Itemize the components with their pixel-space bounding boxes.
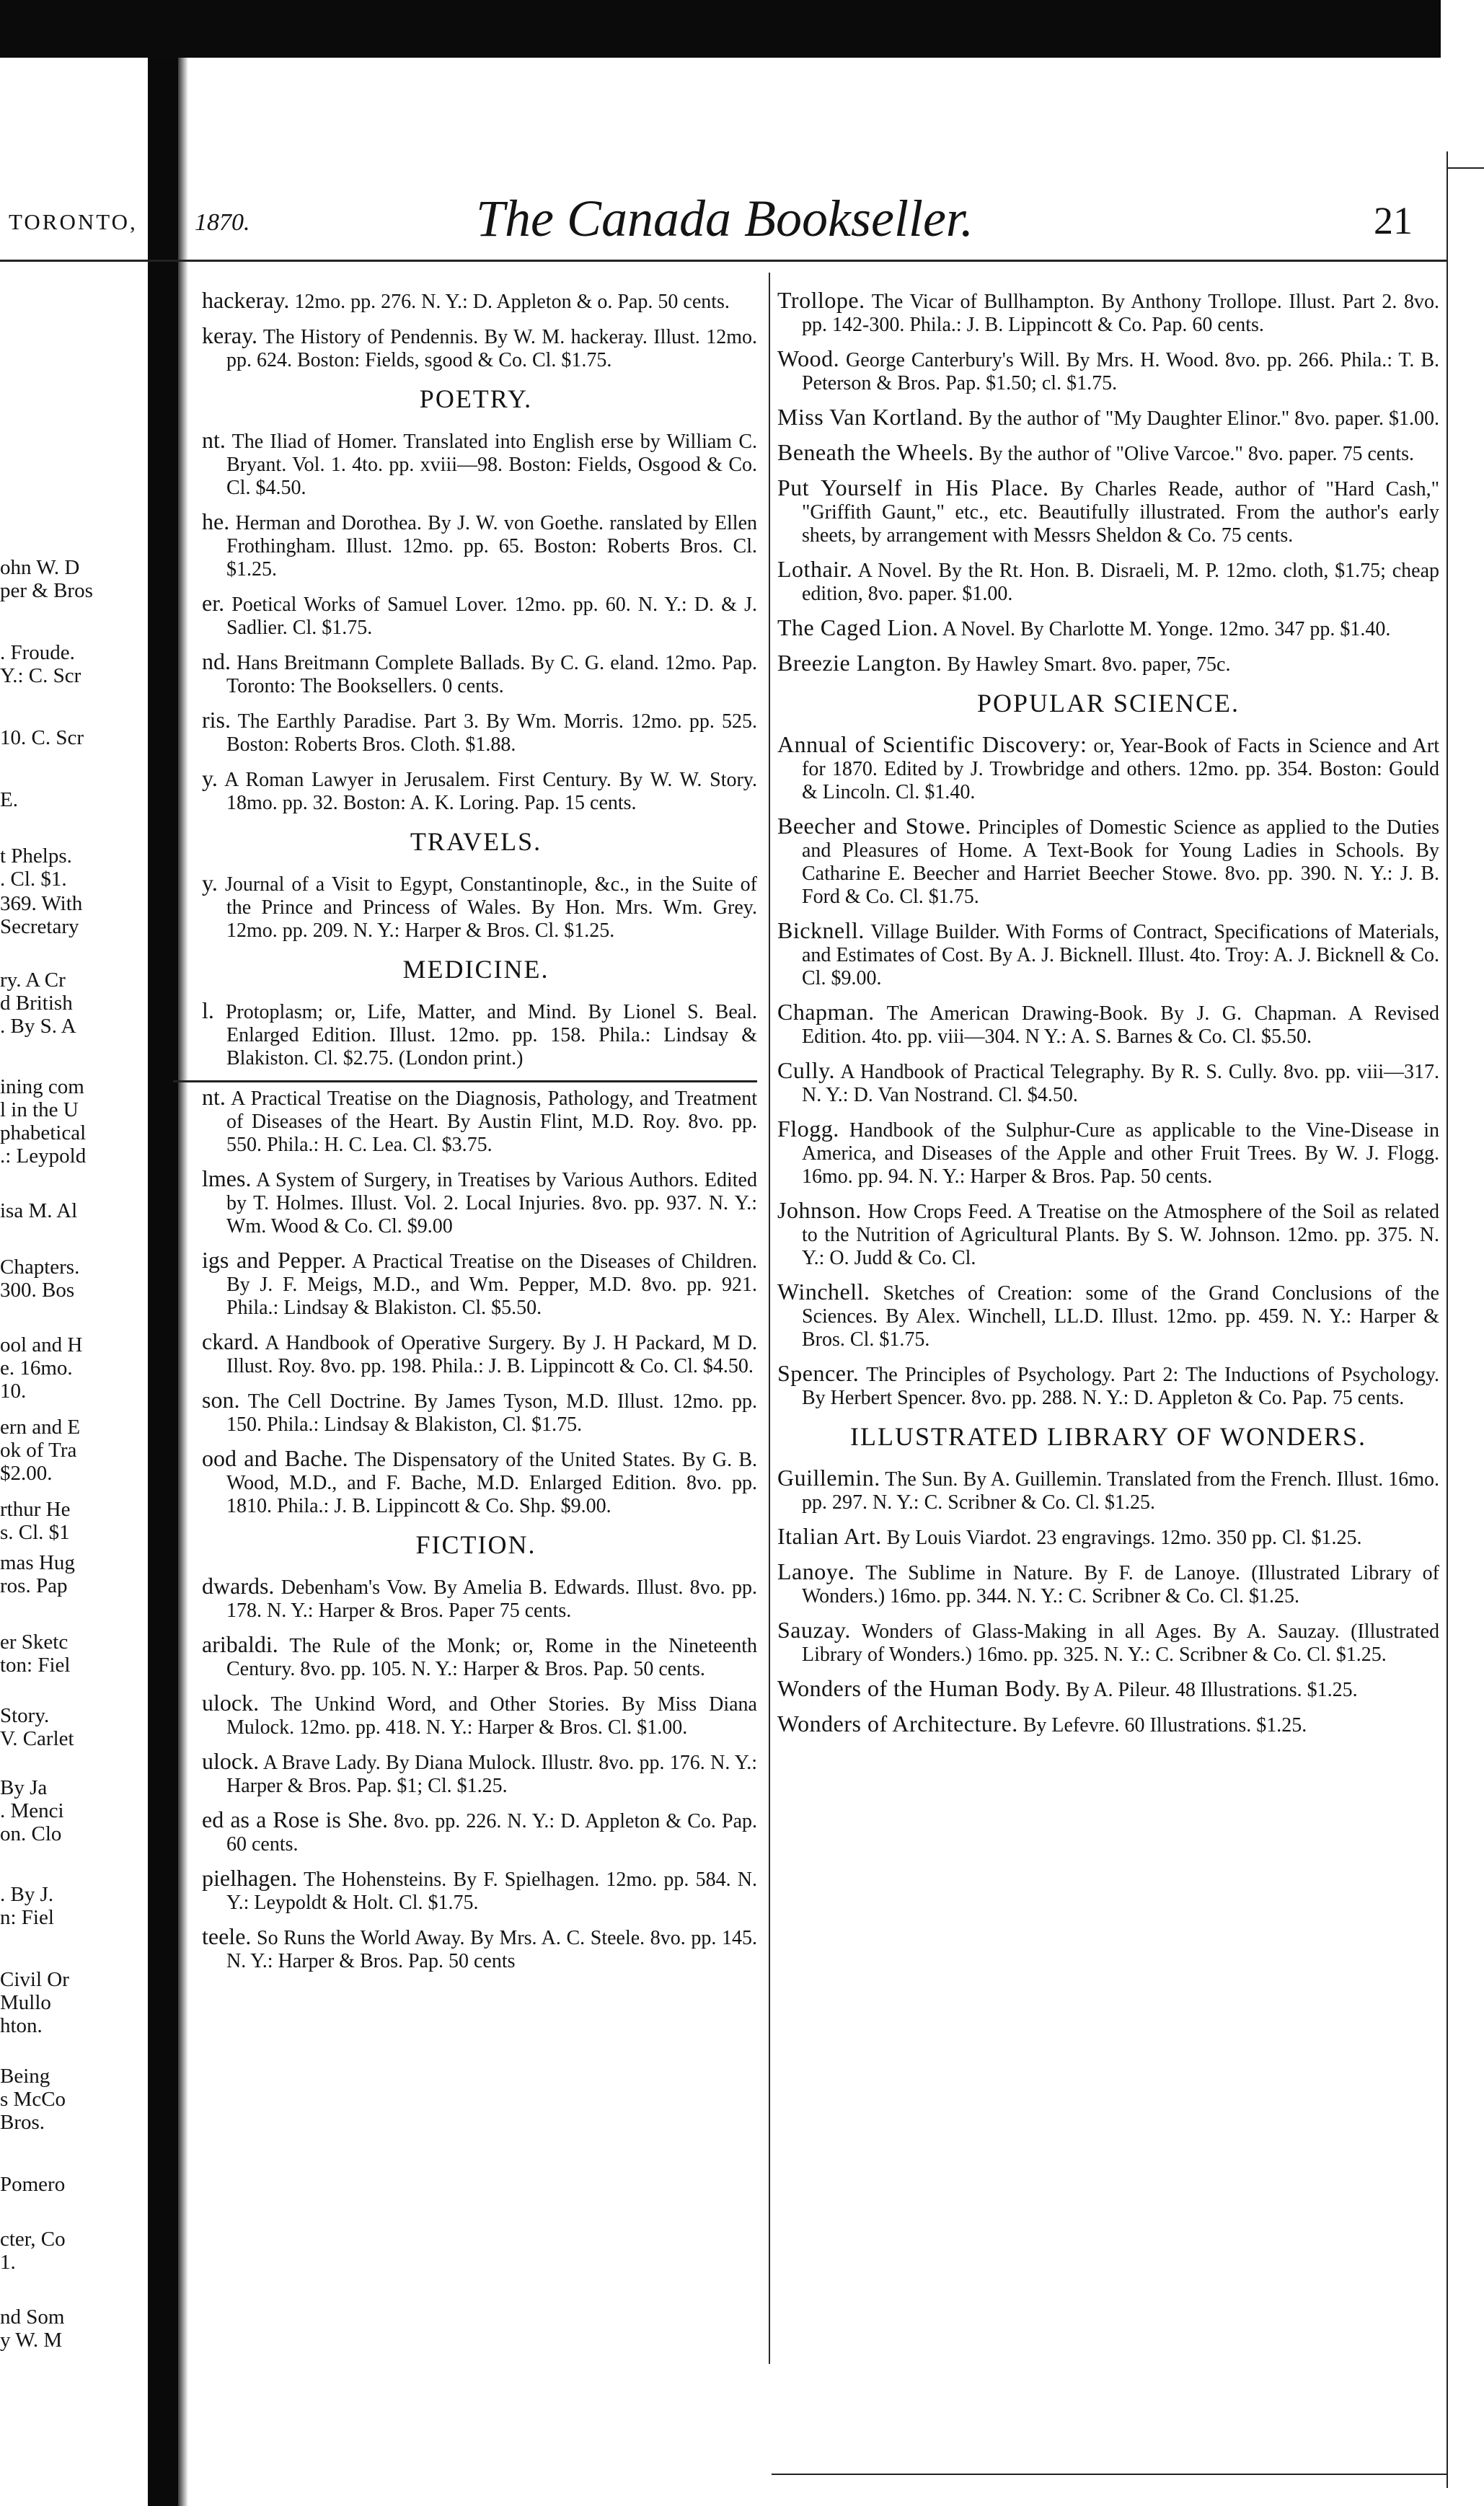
entry-author: Annual of Scientific Discovery:: [777, 731, 1087, 757]
entry-author: dwards.: [202, 1573, 275, 1599]
book-entry: [173, 1167, 757, 1238]
entry-author: er.: [202, 590, 225, 616]
entry-author: igs and Pepper.: [202, 1247, 347, 1273]
entry-author: y.: [202, 765, 218, 791]
entry-author: The Caged Lion.: [777, 614, 939, 640]
book-entry: [173, 1925, 757, 1973]
entry-details: The Dispensatory of the United States. By G. B. Wood, M.D., and F. Bache, M.D. Enlarged Edition. 8vo. pp. 1810. Phila.: J. B. Lippincott & Co. Shp. $9.00.: [226, 1449, 758, 1517]
entry-author: Beneath the Wheels.: [777, 439, 974, 465]
entry-author: Bicknell.: [777, 917, 865, 943]
book-entry: [777, 1712, 1439, 1737]
book-entry: [173, 708, 757, 756]
book-entry: [777, 405, 1439, 431]
book-entry: [173, 1808, 757, 1856]
entry-details: The History of Pendennis. By W. M. hackeray. Illust. 12mo. pp. 624. Boston: Fields, sgood & Co. Cl. $1.75.: [226, 326, 757, 371]
margin-fragment: s McCo: [0, 2088, 66, 2111]
book-entry: [173, 1574, 757, 1623]
entry-author: Trollope.: [777, 287, 865, 313]
entry-divider: [173, 1080, 757, 1082]
book-entry: [173, 650, 757, 698]
book-entry: [173, 428, 757, 500]
margin-fragment: hton.: [0, 2014, 43, 2037]
book-entry: [777, 1059, 1439, 1107]
top-scan-notch: [1441, 0, 1484, 58]
entry-author: Cully.: [777, 1057, 836, 1083]
margin-fragment: E.: [0, 788, 18, 811]
margin-fragment: isa M. Al: [0, 1199, 78, 1222]
book-entry: [173, 1330, 757, 1378]
entry-details: The Sun. By A. Guillemin. Translated from the French. Illust. 16mo. pp. 297. N. Y.: C. Scribner & Co. Cl. $1.25.: [802, 1468, 1439, 1514]
section-heading: FICTION.: [415, 1530, 536, 1559]
book-entry: [777, 651, 1439, 676]
section-heading: POETRY.: [419, 384, 533, 413]
book-entry: [777, 1618, 1439, 1667]
entry-details: By the author of "My Daughter Elinor." 8vo. paper. $1.00.: [968, 407, 1439, 430]
book-entry: [777, 1199, 1439, 1270]
entry-author: Sauzay.: [777, 1617, 851, 1643]
top-scan-edge: [0, 0, 1484, 58]
book-entry: [777, 919, 1439, 990]
entry-author: ris.: [202, 707, 231, 733]
margin-fragment: ohn W. D: [0, 556, 80, 579]
margin-fragment: Secretary: [0, 915, 79, 938]
entry-author: hackeray.: [202, 287, 290, 313]
entry-author: Wonders of Architecture.: [777, 1711, 1018, 1737]
entry-author: Miss Van Kortland.: [777, 404, 964, 430]
entry-author: ckard.: [202, 1328, 260, 1354]
right-border-rule: [1447, 151, 1448, 2488]
margin-fragment: per & Bros: [0, 579, 93, 602]
margin-fragment: . Cl. $1.: [0, 868, 67, 891]
margin-fragment: l in the U: [0, 1098, 79, 1121]
book-entry: [777, 1362, 1439, 1410]
margin-fragment: Y.: C. Scr: [0, 664, 81, 687]
margin-fragment: ool and H: [0, 1333, 83, 1356]
margin-fragment: nd Som: [0, 2306, 65, 2329]
entry-details: A Novel. By the Rt. Hon. B. Disraeli, M. P. 12mo. cloth, $1.75; cheap edition, 8vo. paper. $1.00.: [802, 560, 1439, 605]
header-year: 1870.: [195, 209, 250, 236]
entry-details: By Louis Viardot. 23 engravings. 12mo. 350 pp. Cl. $1.25.: [886, 1527, 1362, 1549]
book-entry: [173, 1388, 757, 1437]
margin-fragment: . Froude.: [0, 641, 75, 664]
entry-details: The Iliad of Homer. Translated into English erse by William C. Bryant. Vol. 1. 4to. pp. xviii—98. Boston: Fields, Osgood & Co. Cl. $4.50.: [226, 431, 757, 499]
entry-author: Italian Art.: [777, 1523, 882, 1549]
entry-author: ood and Bache.: [202, 1445, 348, 1471]
book-entry: [777, 733, 1439, 804]
margin-fragment: Pomero: [0, 2173, 66, 2196]
margin-fragment: . By J.: [0, 1883, 54, 1906]
margin-fragment: V. Carlet: [0, 1727, 74, 1750]
book-entry: [777, 1000, 1439, 1049]
column-divider: [769, 273, 770, 2364]
entry-details: Principles of Domestic Science as applied to the Duties and Pleasures of Home. A Text-Book for Young Ladies in Schools. By Catharine E. Beecher and Harriet Beecher Stowe. 8vo. pp. 390. N. Y.: J. B. Ford & Co. Cl. $1.75.: [802, 816, 1439, 908]
margin-fragment: Bros.: [0, 2111, 45, 2134]
book-entry: [173, 999, 757, 1070]
page-title: The Canada Bookseller.: [476, 190, 973, 247]
margin-fragment: d British: [0, 992, 73, 1015]
margin-fragment: ok of Tra: [0, 1439, 77, 1462]
margin-fragment: ton: Fiel: [0, 1654, 71, 1677]
margin-fragment: cter, Co: [0, 2228, 66, 2251]
entry-author: pielhagen.: [202, 1865, 298, 1891]
book-entry: [777, 1280, 1439, 1351]
entry-author: Wonders of the Human Body.: [777, 1675, 1061, 1701]
book-entry: [173, 1447, 757, 1518]
entry-details: Debenham's Vow. By Amelia B. Edwards. Illust. 8vo. pp. 178. N. Y.: Harper & Bros. Paper 75 cents.: [226, 1576, 757, 1622]
book-entry: [173, 510, 757, 581]
margin-fragment: phabetical: [0, 1121, 87, 1144]
entry-author: Spencer.: [777, 1360, 860, 1386]
entry-author: Lanoye.: [777, 1558, 855, 1584]
book-entry: [777, 347, 1439, 395]
book-entry: [173, 1248, 757, 1320]
entry-details: How Crops Feed. A Treatise on the Atmosphere of the Soil as related to the Nutrition of Agricultural Plants. By S. W. Johnson. 12mo. pp. 375. N. Y.: O. Judd & Co. Cl.: [802, 1201, 1439, 1269]
entry-details: The Earthly Paradise. Part 3. By Wm. Morris. 12mo. pp. 525. Boston: Roberts Bros. Cloth. $1.88.: [226, 710, 757, 756]
margin-fragment: 300. Bos: [0, 1279, 75, 1302]
entry-author: l.: [202, 997, 214, 1023]
right-border-tick: [1447, 167, 1484, 169]
margin-fragment: .: Leypold: [0, 1144, 87, 1168]
book-entry: [777, 288, 1439, 337]
entry-author: nd.: [202, 648, 231, 674]
entry-details: Sketches of Creation: some of the Grand Conclusions of the Sciences. By Alex. Winchell, LL.D. Illust. 12mo. pp. 459. N. Y.: Harper & Bros. Cl. $1.75.: [802, 1282, 1439, 1351]
right-column: [777, 288, 1439, 1747]
entry-author: son.: [202, 1387, 240, 1413]
margin-fragment: . By S. A: [0, 1015, 76, 1038]
entry-details: By the author of "Olive Varcoe." 8vo. paper. 75 cents.: [979, 443, 1415, 465]
margin-fragment: on. Clo: [0, 1822, 62, 1845]
margin-fragment: 10. C. Scr: [0, 726, 84, 749]
entry-author: Johnson.: [777, 1197, 862, 1223]
book-entry: [173, 1633, 757, 1681]
entry-details: By Charles Reade, author of "Hard Cash," "Griffith Gaunt," etc., etc. Beautifully illustrated. From the author's early sheets, by arrangement with Messrs Sheldon & Co. 75 cents.: [802, 478, 1440, 547]
margin-fragment: mas Hug: [0, 1551, 75, 1574]
margin-fragment: 10.: [0, 1380, 27, 1403]
margin-fragment: 369. With: [0, 892, 83, 915]
left-column: [173, 288, 757, 1983]
book-entry: [777, 1117, 1439, 1188]
entry-details: George Canterbury's Will. By Mrs. H. Wood. 8vo. pp. 266. Phila.: T. B. Peterson & Bros. Pap. $1.50; cl. $1.75.: [802, 349, 1439, 394]
bottom-border-rule: [772, 2474, 1447, 2475]
entry-details: A Novel. By Charlotte M. Yonge. 12mo. 347 pp. $1.40.: [942, 618, 1391, 640]
entry-author: nt.: [202, 1084, 226, 1110]
entry-details: So Runs the World Away. By Mrs. A. C. Steele. 8vo. pp. 145. N. Y.: Harper & Bros. Pap. 50 cents: [226, 1927, 758, 1972]
entry-author: Chapman.: [777, 999, 875, 1025]
entry-details: A Handbook of Operative Surgery. By J. H Packard, M D. Illust. Roy. 8vo. pp. 198. Phila.: J. B. Lippincott & Co. Cl. $4.50.: [226, 1332, 757, 1377]
section-heading: POPULAR SCIENCE.: [976, 689, 1240, 718]
margin-fragment: s. Cl. $1: [0, 1521, 70, 1544]
entry-details: 8vo. pp. 226. N. Y.: D. Appleton & Co. Pap. 60 cents.: [226, 1810, 758, 1856]
margin-fragment: Mullo: [0, 1991, 51, 2014]
section-heading: MEDICINE.: [402, 955, 549, 984]
book-entry: [777, 1525, 1439, 1550]
page-number: 21: [1374, 199, 1413, 242]
book-entry: [777, 441, 1439, 466]
entry-details: A System of Surgery, in Treatises by Various Authors. Edited by T. Holmes. Illust. Vol. 2. Local Injuries. 8vo. pp. 937. N. Y.: Wm. Wood & Co. Cl. $9.00: [226, 1169, 757, 1237]
entry-details: A Practical Treatise on the Diseases of Children. By J. F. Meigs, M.D., and Wm. Pepper, M.D. 8vo. pp. 921. Phila.: Lindsay & Blakiston. Cl. $5.50.: [226, 1250, 757, 1319]
book-entry: [173, 591, 757, 640]
entry-details: A Handbook of Practical Telegraphy. By R. S. Cully. 8vo. pp. viii—317. N. Y.: D. Van Nostrand. Cl. $4.50.: [802, 1061, 1439, 1106]
entry-details: The Hohensteins. By F. Spielhagen. 12mo. pp. 584. N. Y.: Leypoldt & Holt. Cl. $1.75.: [226, 1869, 757, 1914]
entry-author: keray.: [202, 322, 257, 348]
entry-author: Wood.: [777, 345, 840, 371]
entry-details: The Unkind Word, and Other Stories. By Miss Diana Mulock. 12mo. pp. 418. N. Y.: Harper & Bros. Cl. $1.00.: [226, 1693, 757, 1739]
entry-author: Flogg.: [777, 1116, 839, 1142]
entry-details: The Sublime in Nature. By F. de Lanoye. (Illustrated Library of Wonders.) 16mo. pp. 344. N. Y.: C. Scribner & Co. Cl. $1.25.: [802, 1562, 1439, 1607]
entry-details: Journal of a Visit to Egypt, Constantinople, &c., in the Suite of the Prince and Princess of Wales. By Hon. Mrs. Wm. Grey. 12mo. pp. 209. N. Y.: Harper & Bros. Cl. $1.25.: [224, 873, 757, 942]
margin-fragment: Story.: [0, 1704, 50, 1727]
margin-fragment: By Ja: [0, 1776, 48, 1799]
entry-details: 12mo. pp. 276. N. Y.: D. Appleton & o. Pap. 50 cents.: [294, 291, 730, 313]
entry-author: he.: [202, 508, 230, 534]
entry-author: Winchell.: [777, 1279, 870, 1305]
entry-details: By A. Pileur. 48 Illustrations. $1.25.: [1066, 1679, 1358, 1701]
book-entry: [777, 1560, 1439, 1608]
entry-author: ulock.: [202, 1690, 260, 1716]
entry-author: Beecher and Stowe.: [777, 813, 971, 839]
entry-author: ulock.: [202, 1748, 260, 1774]
margin-fragment: $2.00.: [0, 1462, 53, 1485]
margin-fragment: 1.: [0, 2251, 16, 2274]
entry-details: By Hawley Smart. 8vo. paper, 75c.: [947, 653, 1231, 676]
entry-author: y.: [202, 870, 218, 896]
margin-fragment: ern and E: [0, 1416, 81, 1439]
margin-fragment: ros. Pap: [0, 1574, 68, 1597]
entry-details: Handbook of the Sulphur-Cure as applicable to the Vine-Disease in America, and Diseases of the Apple and other Fruit Trees. By W. J. Flogg. 16mo. pp. 94. N. Y.: Harper & Bros. Pap. 50 cents.: [802, 1119, 1440, 1188]
margin-fragment: e. 16mo.: [0, 1356, 73, 1380]
book-entry: [777, 1677, 1439, 1702]
entry-details: A Practical Treatise on the Diagnosis, Pathology, and Treatment of Diseases of the Heart. By Austin Flint, M.D. Roy. 8vo. pp. 550. Phila.: H. C. Lea. Cl. $3.75.: [226, 1087, 757, 1156]
margin-fragment: . Menci: [0, 1799, 64, 1822]
entry-details: Herman and Dorothea. By J. W. von Goethe. ranslated by Ellen Frothingham. Illust. 12mo. pp. 65. Boston: Roberts Bros. Cl. $1.25.: [226, 512, 758, 581]
entry-author: lmes.: [202, 1165, 252, 1191]
book-entry: [777, 476, 1439, 547]
entry-details: Protoplasm; or, Life, Matter, and Mind. By Lionel S. Beal. Enlarged Edition. Illust. 12mo. pp. 158. Phila.: Lindsay & Blakiston. Cl. $2.75. (London print.): [225, 1001, 757, 1069]
entry-author: Guillemin.: [777, 1465, 880, 1491]
margin-fragment: t Phelps.: [0, 844, 72, 868]
entry-details: The Vicar of Bullhampton. By Anthony Trollope. Illust. Part 2. 8vo. pp. 142-300. Phila.: J. B. Lippincott & Co. Pap. 60 cents.: [802, 291, 1439, 336]
book-entry: [173, 871, 757, 943]
margin-fragment: ining com: [0, 1075, 84, 1098]
margin-fragment: Being: [0, 2065, 50, 2088]
section-heading: ILLUSTRATED LIBRARY OF WONDERS.: [849, 1422, 1367, 1451]
book-entry: [173, 288, 757, 314]
margin-fragment: y W. M: [0, 2329, 63, 2352]
entry-details: Wonders of Glass-Making in all Ages. By A. Sauzay. (Illustrated Library of Wonders.) 16mo. pp. 325. N. Y.: C. Scribner & Co. Cl. $1.25.: [802, 1620, 1439, 1666]
entry-details: A Roman Lawyer in Jerusalem. First Century. By W. W. Story. 18mo. pp. 32. Boston: A. K. Loring. Pap. 15 cents.: [224, 769, 757, 814]
header-rule: [0, 260, 1447, 262]
entry-author: teele.: [202, 1923, 252, 1949]
entry-details: The American Drawing-Book. By J. G. Chapman. A Revised Edition. 4to. pp. viii—304. N Y.: A. S. Barnes & Co. Cl. $5.50.: [802, 1002, 1439, 1048]
book-entry: [173, 1085, 757, 1157]
book-entry: [777, 814, 1439, 909]
margin-fragment: Chapters.: [0, 1256, 80, 1279]
entry-author: Breezie Langton.: [777, 650, 942, 676]
entry-details: Hans Breitmann Complete Ballads. By C. G. eland. 12mo. Pap. Toronto: The Booksellers. 0 cents.: [226, 652, 757, 697]
book-entry: [173, 1866, 757, 1915]
margin-fragment: ry. A Cr: [0, 969, 66, 992]
entry-author: Lothair.: [777, 556, 853, 582]
entry-details: The Rule of the Monk; or, Rome in the Nineteenth Century. 8vo. pp. 105. N. Y.: Harper & Bros. Pap. 50 cents.: [226, 1635, 757, 1680]
entry-details: A Brave Lady. By Diana Mulock. Illustr. 8vo. pp. 176. N. Y.: Harper & Bros. Pap. $1; Cl. $1.25.: [226, 1752, 757, 1797]
entry-details: Village Builder. With Forms of Contract, Specifications of Materials, and Estimates of Cost. By A. J. Bicknell. Illust. 4to. Troy: A. J. Bicknell & Co. Cl. $9.00.: [802, 921, 1439, 989]
entry-author: Put Yourself in His Place.: [777, 475, 1049, 500]
entry-details: or, Year-Book of Facts in Science and Art for 1870. Edited by J. Trowbridge and others. 12mo. pp. 354. Boston: Gould & Lincoln. Cl. $1.40.: [802, 735, 1440, 803]
book-entry: [777, 616, 1439, 641]
entry-details: Poetical Works of Samuel Lover. 12mo. pp. 60. N. Y.: D. & J. Sadlier. Cl. $1.75.: [226, 594, 758, 639]
book-entry: [777, 1466, 1439, 1514]
book-entry: [173, 767, 757, 815]
margin-fragment: n: Fiel: [0, 1906, 54, 1929]
margin-fragment: er Sketc: [0, 1631, 69, 1654]
entry-author: nt.: [202, 427, 226, 453]
entry-author: ed as a Rose is She.: [202, 1806, 388, 1832]
entry-details: By Lefevre. 60 Illustrations. $1.25.: [1023, 1714, 1307, 1737]
book-entry: [173, 1750, 757, 1798]
margin-fragment: rthur He: [0, 1498, 71, 1521]
header-place: TORONTO,: [9, 209, 138, 234]
section-heading: TRAVELS.: [410, 827, 542, 856]
book-entry: [173, 1691, 757, 1739]
entry-author: aribaldi.: [202, 1631, 278, 1657]
margin-fragment: Civil Or: [0, 1968, 69, 1991]
entry-details: The Cell Doctrine. By James Tyson, M.D. Illust. 12mo. pp. 150. Phila.: Lindsay & Blakiston, Cl. $1.75.: [226, 1390, 758, 1436]
book-entry: [777, 557, 1439, 606]
entry-details: The Principles of Psychology. Part 2: The Inductions of Psychology. By Herbert Spencer. 8vo. pp. 288. N. Y.: D. Appleton & Co. Pap. 75 cents.: [802, 1364, 1440, 1409]
book-entry: [173, 324, 757, 372]
